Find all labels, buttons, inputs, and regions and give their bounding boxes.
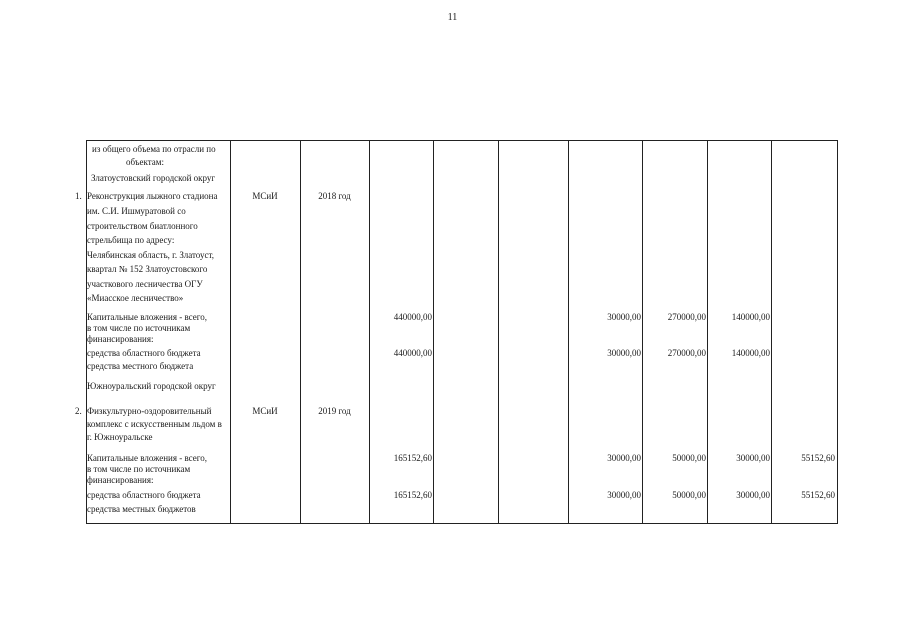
amount-cell: 30000,00: [607, 348, 641, 358]
year: 2019 год: [318, 406, 351, 416]
row-label: финансирования:: [87, 475, 154, 485]
object-name-line: г. Южноуральске: [87, 432, 153, 442]
amount-total: 440000,00: [393, 348, 432, 358]
row-label: средства областного бюджета: [87, 490, 201, 500]
object-name-line: Реконструкция лыжного стадиона: [87, 191, 218, 201]
object-name-line: им. С.И. Ишмуратовой со: [87, 206, 186, 216]
amount-total: 165152,60: [393, 490, 432, 500]
table-border-bottom: [86, 523, 838, 524]
row-label: финансирования:: [87, 334, 154, 344]
row-label: в том числе по источникам: [87, 464, 191, 474]
page-number: 11: [447, 12, 458, 23]
column-divider: [771, 140, 772, 524]
amount-cell: 30000,00: [736, 490, 770, 500]
column-divider: [707, 140, 708, 524]
object-number: 2.: [75, 406, 82, 416]
amount-cell: 140000,00: [731, 312, 770, 322]
object-name-line: стрельбища по адресу:: [87, 235, 175, 245]
amount-total: 165152,60: [393, 453, 432, 463]
row-label: Капитальные вложения - всего,: [87, 312, 207, 322]
table-border-top: [86, 140, 838, 141]
amount-cell: 270000,00: [667, 312, 706, 322]
row-label: средства местных бюджетов: [87, 504, 196, 514]
amount-cell: 50000,00: [672, 453, 706, 463]
column-divider: [498, 140, 499, 524]
row-label: в том числе по источникам: [87, 323, 191, 333]
object-name-line: квартал № 152 Златоустовского: [87, 264, 208, 274]
amount-cell: 140000,00: [731, 348, 770, 358]
section-header-line: объектам:: [126, 157, 164, 167]
row-label: Капитальные вложения - всего,: [87, 453, 207, 463]
amount-cell: 30000,00: [607, 312, 641, 322]
object-name-line: «Миасское лесничество»: [87, 293, 184, 303]
amount-cell: 30000,00: [607, 453, 641, 463]
column-divider: [642, 140, 643, 524]
section-header-line: из общего объема по отрасли по: [92, 144, 216, 154]
customer: МСиИ: [252, 406, 278, 416]
row-label: средства областного бюджета: [87, 348, 201, 358]
row-label: средства местного бюджета: [87, 361, 194, 371]
amount-cell: 270000,00: [667, 348, 706, 358]
customer: МСиИ: [252, 191, 278, 201]
column-divider: [568, 140, 569, 524]
district-name: Южноуральский городской округ: [87, 381, 216, 391]
object-name-line: комплекс с искусственным льдом в: [87, 419, 222, 429]
column-divider: [369, 140, 370, 524]
amount-cell: 30000,00: [736, 453, 770, 463]
amount-cell: 55152,60: [801, 490, 835, 500]
amount-cell: 50000,00: [672, 490, 706, 500]
object-name-line: Физкультурно-оздоровительный: [87, 406, 212, 416]
year: 2018 год: [318, 191, 351, 201]
amount-cell: 55152,60: [801, 453, 835, 463]
column-divider: [433, 140, 434, 524]
object-name-line: Челябинская область, г. Златоуст,: [87, 250, 214, 260]
object-name-line: строительством биатлонного: [87, 221, 198, 231]
budget-table: [75, 140, 838, 524]
table-border-right: [837, 140, 838, 524]
object-name-line: участкового лесничества ОГУ: [87, 279, 203, 289]
amount-cell: 30000,00: [607, 490, 641, 500]
district-name: Златоустовский городской округ: [91, 173, 216, 183]
object-number: 1.: [75, 191, 82, 201]
amount-total: 440000,00: [393, 312, 432, 322]
